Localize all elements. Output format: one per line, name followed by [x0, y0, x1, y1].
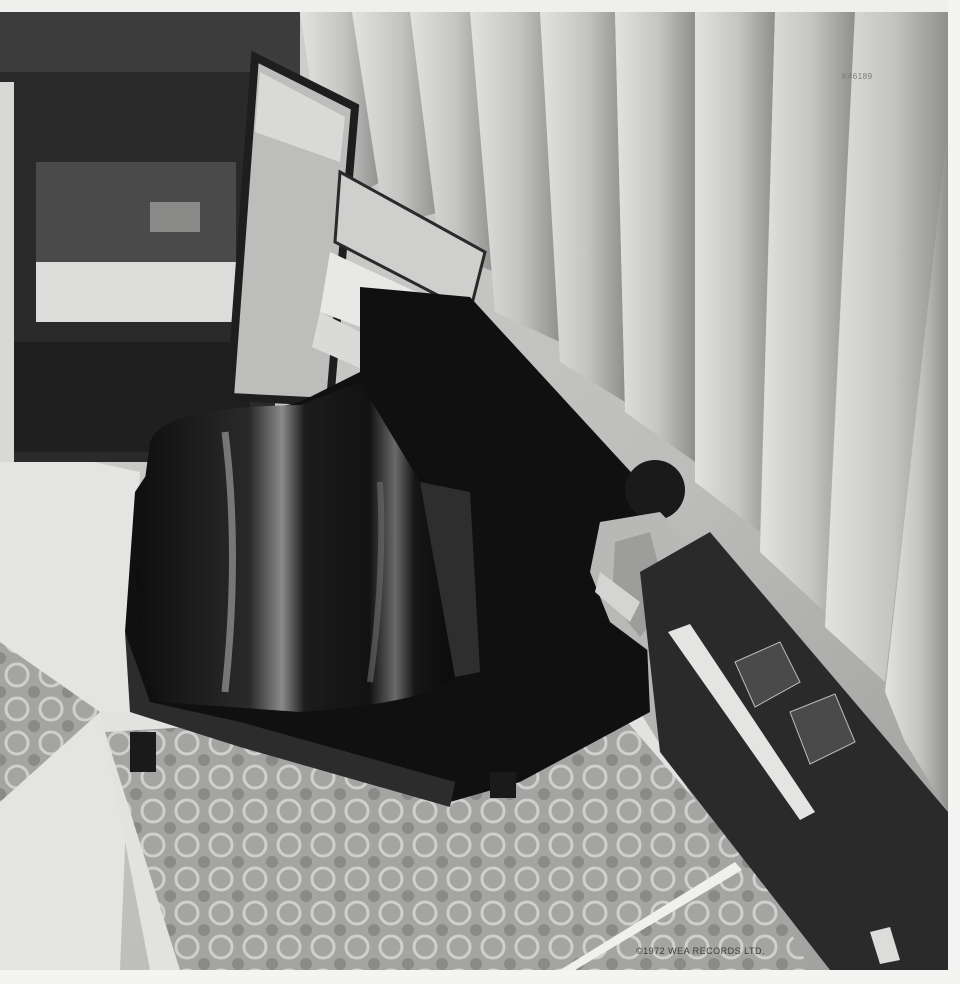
catalog-number: K46189 — [842, 72, 873, 81]
sleeve-border-bottom — [0, 970, 960, 984]
copyright-notice: ©1972 WEA RECORDS LTD. — [636, 946, 765, 956]
studio-photograph — [0, 12, 948, 970]
studio-photo-illustration — [0, 12, 948, 970]
sleeve-border-right — [948, 0, 960, 984]
